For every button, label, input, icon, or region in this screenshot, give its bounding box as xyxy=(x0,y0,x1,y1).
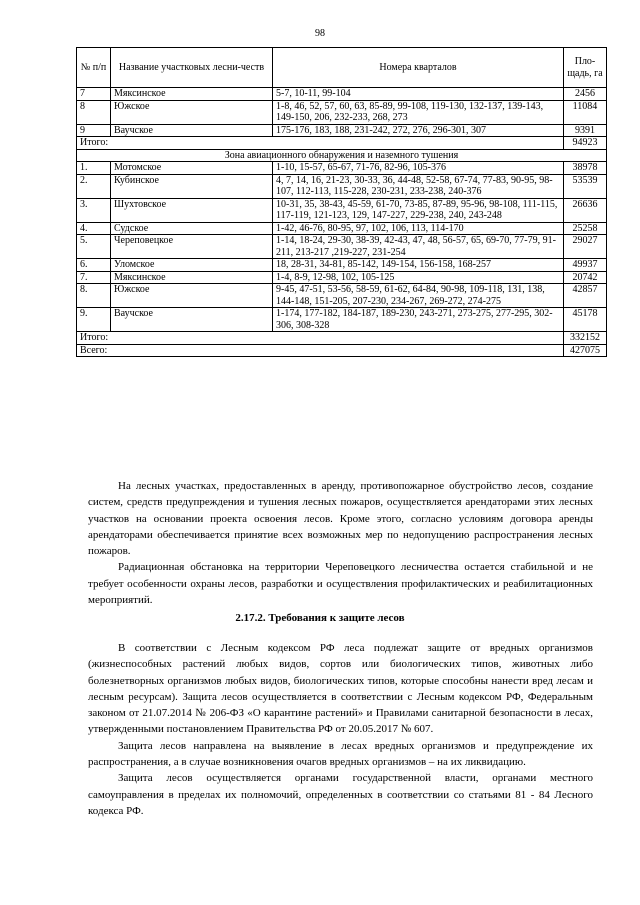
cell-quarters: 1-4, 8-9, 12-98, 102, 105-125 xyxy=(273,271,564,284)
cell-quarters: 1-42, 46-76, 80-95, 97, 102, 106, 113, 114-170 xyxy=(273,222,564,235)
table-row xyxy=(77,88,607,101)
cell-name: Мяксинское xyxy=(111,88,273,101)
cell-area: 49937 xyxy=(564,259,607,272)
cell-num: 2. xyxy=(77,174,111,198)
cell-quarters: 4, 7, 14, 16, 21-23, 30-33, 36, 44-48, 52-58, 67-74, 77-83, 90-95, 98-107, 112-113, 115-228, 230-231, 233-238, 240-376 xyxy=(273,174,564,198)
cell-quarters: 9-45, 47-51, 53-56, 58-59, 61-62, 64-84, 90-98, 109-118, 131, 138, 144-148, 151-205, 207-230, 234-267, 269-272, 274-275 xyxy=(273,284,564,308)
cell-name: Череповецкое xyxy=(111,235,273,259)
header-quarters: Номера кварталов xyxy=(273,48,564,88)
cell-name: Судское xyxy=(111,222,273,235)
cell-num: 7. xyxy=(77,271,111,284)
grand-total-value: 427075 xyxy=(564,344,607,357)
header-num: № п/п xyxy=(77,48,111,88)
total-value: 94923 xyxy=(564,137,607,150)
cell-name: Ваучское xyxy=(111,308,273,332)
cell-area: 42857 xyxy=(564,284,607,308)
cell-num: 9. xyxy=(77,308,111,332)
page-number: 98 xyxy=(315,28,325,39)
cell-name: Южское xyxy=(111,100,273,124)
cell-num: 7 xyxy=(77,88,111,101)
cell-quarters: 18, 28-31, 34-81, 85-142, 149-154, 156-158, 168-257 xyxy=(273,259,564,272)
section-heading: 2.17.2. Требования к защите лесов xyxy=(235,612,405,624)
cell-area: 9391 xyxy=(564,124,607,137)
total-label: Итого: xyxy=(77,332,564,345)
header-name: Название участковых лесни-честв xyxy=(111,48,273,88)
table-row xyxy=(77,271,607,284)
forest-districts-table xyxy=(76,47,607,357)
table-row xyxy=(77,222,607,235)
cell-quarters: 1-8, 46, 52, 57, 60, 63, 85-89, 99-108, 119-130, 132-137, 139-143, 149-150, 206, 232-233, 268, 273 xyxy=(273,100,564,124)
text-block-bottom xyxy=(88,640,593,819)
table-row xyxy=(77,308,607,332)
cell-name: Шухтовское xyxy=(111,198,273,222)
cell-quarters: 5-7, 10-11, 99-104 xyxy=(273,88,564,101)
cell-quarters: 1-10, 15-57, 65-67, 71-76, 82-96, 105-376 xyxy=(273,162,564,175)
total-label: Итого: xyxy=(77,137,564,150)
cell-num: 8. xyxy=(77,284,111,308)
cell-area: 2456 xyxy=(564,88,607,101)
cell-name: Ваучское xyxy=(111,124,273,137)
table-row xyxy=(77,124,607,137)
group1-body xyxy=(77,88,607,137)
paragraph: Защита лесов осуществляется органами государственной власти, органами местного самоуправления в пределах их полномочий, определенных в соответствии со статьями 81 - 84 Лесного кодекса РФ. xyxy=(88,772,593,817)
cell-quarters: 1-174, 177-182, 184-187, 189-230, 243-271, 273-275, 277-295, 302-306, 308-328 xyxy=(273,308,564,332)
text-block-top xyxy=(88,478,593,608)
paragraph: На лесных участках, предоставленных в аренду, противопожарное обустройство лесов, создание систем, средств предупреждения и тушения лесных пожаров, осуществляется арендаторами этих лесных участков на основании проекта освоения лесов. Кроме этого, согласно условиям договора аренды арендаторами обеспечивается принятие всех возможных мер по недопущению распространения лесных пожаров. xyxy=(88,480,593,558)
zone-title: Зона авиационного обнаружения и наземного тушения xyxy=(77,149,607,162)
cell-num: 9 xyxy=(77,124,111,137)
cell-area: 38978 xyxy=(564,162,607,175)
cell-num: 5. xyxy=(77,235,111,259)
cell-area: 26636 xyxy=(564,198,607,222)
table-row xyxy=(77,100,607,124)
group1-total-row xyxy=(77,137,607,150)
cell-name: Южское xyxy=(111,284,273,308)
paragraph: Радиационная обстановка на территории Череповецкого лесничества остается стабильной и не требует особенности охраны лесов, разработки и осуществления профилактических и реабилитационных мероприятий. xyxy=(88,561,593,607)
header-area: Пло-щадь, га xyxy=(564,48,607,88)
cell-area: 25258 xyxy=(564,222,607,235)
total-value: 332152 xyxy=(564,332,607,345)
paragraph: Защита лесов направлена на выявление в лесах вредных организмов и предупреждение их распространения, а в случае возникновения очагов вредных организмов – на их ликвидацию. xyxy=(88,739,593,769)
cell-num: 1. xyxy=(77,162,111,175)
cell-num: 6. xyxy=(77,259,111,272)
table-row xyxy=(77,174,607,198)
cell-num: 3. xyxy=(77,198,111,222)
zone-title-row xyxy=(77,149,607,162)
group2-body xyxy=(77,162,607,332)
paragraph: В соответствии с Лесным кодексом РФ леса подлежат защите от вредных организмов (жизнеспособных растений любых видов, сортов или биологических типов, животных либо болезнетворных организмов любых видов, биологических типов, которые способны нанести вред лесам и лесным ресурсам). Защита лесов осуществляется в соответствии с Лесным кодексом РФ, Федеральным законом от 21.07.2014 № 206-ФЗ «О карантине растений» и Правилами санитарной безопасности в лесах, утвержденными постановлением Правительства РФ от 20.05.2017 № 607. xyxy=(88,642,593,736)
table-row xyxy=(77,259,607,272)
cell-quarters: 175-176, 183, 188, 231-242, 272, 276, 296-301, 307 xyxy=(273,124,564,137)
grand-total-label: Всего: xyxy=(77,344,564,357)
cell-area: 29027 xyxy=(564,235,607,259)
cell-area: 53539 xyxy=(564,174,607,198)
group2-total-row xyxy=(77,332,607,345)
table-row xyxy=(77,284,607,308)
cell-name: Уломское xyxy=(111,259,273,272)
table-header-row xyxy=(77,48,607,88)
cell-num: 4. xyxy=(77,222,111,235)
table-row xyxy=(77,235,607,259)
cell-area: 20742 xyxy=(564,271,607,284)
cell-area: 45178 xyxy=(564,308,607,332)
cell-quarters: 1-14, 18-24, 29-30, 38-39, 42-43, 47, 48, 56-57, 65, 69-70, 77-79, 91-211, 213-217 ,219-227, 231-254 xyxy=(273,235,564,259)
table-row xyxy=(77,198,607,222)
table-row xyxy=(77,162,607,175)
cell-name: Кубинское xyxy=(111,174,273,198)
cell-quarters: 10-31, 35, 38-43, 45-59, 61-70, 73-85, 87-89, 95-96, 98-108, 111-115, 117-119, 121-123, 129, 147-227, 229-238, 240, 243-248 xyxy=(273,198,564,222)
cell-area: 11084 xyxy=(564,100,607,124)
cell-name: Мяксинское xyxy=(111,271,273,284)
cell-name: Мотомское xyxy=(111,162,273,175)
grand-total-row xyxy=(77,344,607,357)
cell-num: 8 xyxy=(77,100,111,124)
